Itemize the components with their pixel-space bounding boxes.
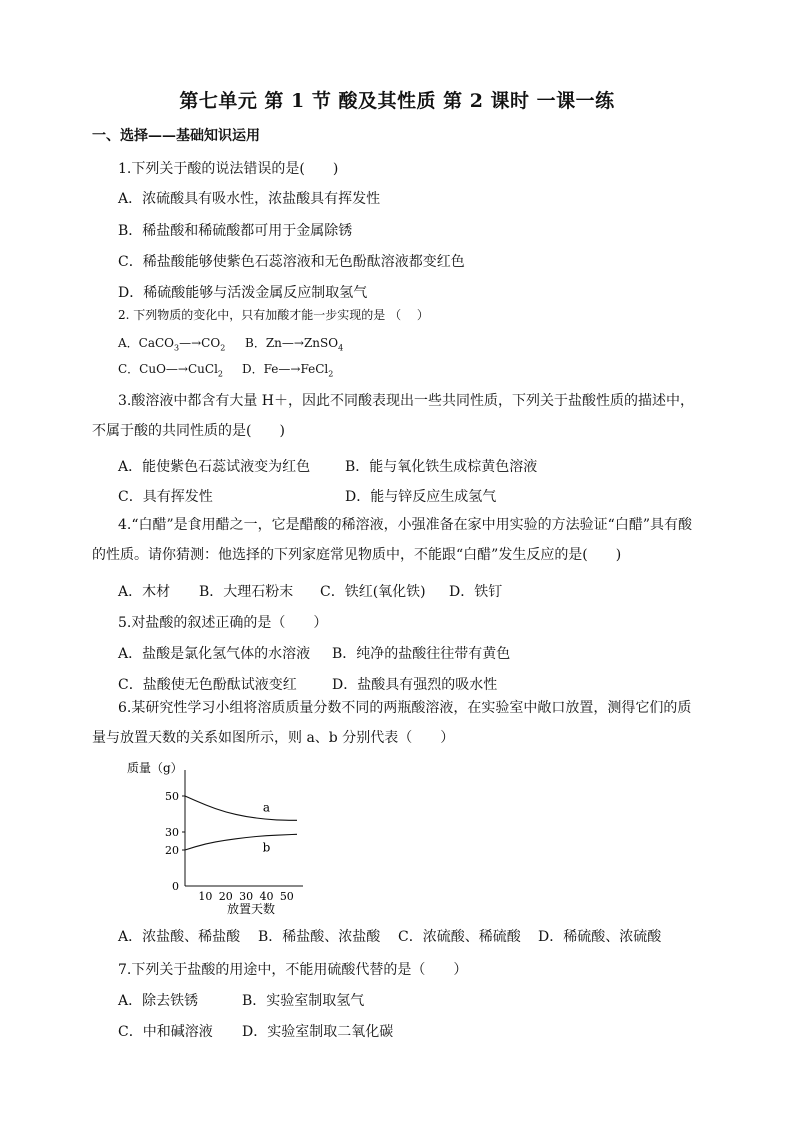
q5-stem: 5.对盐酸的叙述正确的是（ ） (118, 615, 328, 631)
series-line-a (185, 796, 297, 820)
q4-option-b: B．大理石粉末 (199, 584, 294, 600)
q3-option-d: D．能与锌反应生成氢气 (345, 489, 497, 505)
y-tick-label: 20 (165, 844, 179, 857)
q1-option-c: C．稀盐酸能够使紫色石蕊溶液和无色酚酞溶液都变红色 (118, 254, 465, 270)
x-tick-label: 40 (259, 890, 274, 903)
q3-option-a: A．能使紫色石蕊试液变为红色 (118, 459, 311, 475)
series-label-b: b (262, 840, 271, 855)
q4-option-a: A．木材 (118, 584, 171, 600)
q5-option-c: C．盐酸使无色酚酞试液变红 (118, 677, 297, 693)
y-tick-label: 30 (165, 826, 179, 839)
q5-option-a: A．盐酸是氯化氢气体的水溶液 (118, 646, 311, 662)
q3-option-b: B．能与氧化铁生成棕黄色溶液 (345, 459, 538, 475)
q6-option-a: A．浓盐酸、稀盐酸 (118, 929, 241, 945)
q6-option-b: B．稀盐酸、浓盐酸 (258, 929, 381, 945)
q1-option-b: B．稀盐酸和稀硫酸都可用于金属除锈 (118, 223, 353, 239)
y-tick-label: 0 (172, 880, 179, 893)
q7-option-c: C．中和碱溶液 (118, 1024, 213, 1040)
page-title: 第七单元 第 1 节 酸及其性质 第 2 课时 一课一练 (179, 90, 615, 112)
x-tick-label: 20 (218, 890, 233, 903)
q3-stem: 3.酸溶液中都含有大量 H＋，因此不同酸表现出一些共同性质，下列关于盐酸性质的描述中，不属于酸的共同性质的是( ) (92, 393, 695, 439)
x-tick-label: 30 (239, 890, 254, 903)
q2-option-c: C．CuO—→CuCl$_2$ (118, 362, 224, 379)
q4-option-c: C．铁红(氧化铁) (320, 584, 426, 600)
q7-option-a: A．除去铁锈 (118, 993, 199, 1009)
q6-option-d: D．稀硫酸、浓硫酸 (538, 929, 662, 945)
chart-axes (185, 770, 303, 886)
y-tick-label: 50 (165, 790, 179, 803)
x-tick-label: 50 (279, 890, 294, 903)
q1-option-d: D．稀硫酸能够与活泼金属反应制取氢气 (118, 285, 368, 301)
section-heading: 一、选择——基础知识运用 (92, 128, 260, 144)
q6-stem: 6.某研究性学习小组将溶质质量分数不同的两瓶酸溶液，在实验室中敞口放置，测得它们的质量与放置天数的关系如图所示，则 a、b 分别代表（ ） (92, 700, 692, 746)
y-axis-label: 质量（g） (127, 761, 183, 775)
x-axis-label: 放置天数 (226, 902, 276, 916)
q3-option-c: C．具有挥发性 (118, 489, 213, 505)
q2-option-d: D．Fe—→FeCl$_2$ (242, 362, 334, 379)
series-line-b (185, 834, 297, 850)
q2-option-a: A．$CaCO_3—\to CO_2$ (118, 336, 226, 353)
mass-vs-days-chart (125, 758, 315, 918)
q2-stem: 2. 下列物质的变化中，只有加酸才能一步实现的是 （ ） (118, 308, 429, 322)
q2-option-b: B．Zn—→ZnSO$_4$ (245, 336, 344, 353)
q4-stem: 4.“白醋”是食用醋之一，它是醋酸的稀溶液，小强准备在家中用实验的方法验证“白醋”具有酸的性质。请你猜测：他选择的下列家庭常见物质中，不能跟“白醋”发生反应的是( ) (92, 517, 692, 563)
q7-option-d: D．实验室制取二氧化碳 (242, 1024, 394, 1040)
q1-option-a: A．浓硫酸具有吸水性，浓盐酸具有挥发性 (118, 191, 381, 207)
q4-option-d: D．铁钉 (449, 584, 503, 600)
q1-stem: 1.下列关于酸的说法错误的是( ) (118, 161, 339, 177)
q5-option-d: D．盐酸具有强烈的吸水性 (332, 677, 498, 693)
x-tick-label: 10 (198, 890, 213, 903)
q7-stem: 7.下列关于盐酸的用途中，不能用硫酸代替的是（ ） (118, 962, 468, 978)
q5-option-b: B．纯净的盐酸往往带有黄色 (332, 646, 511, 662)
series-label-a: a (262, 800, 271, 815)
q6-option-c: C．浓硫酸、稀硫酸 (398, 929, 521, 945)
q7-option-b: B．实验室制取氢气 (242, 993, 365, 1009)
chart-series (185, 796, 297, 855)
